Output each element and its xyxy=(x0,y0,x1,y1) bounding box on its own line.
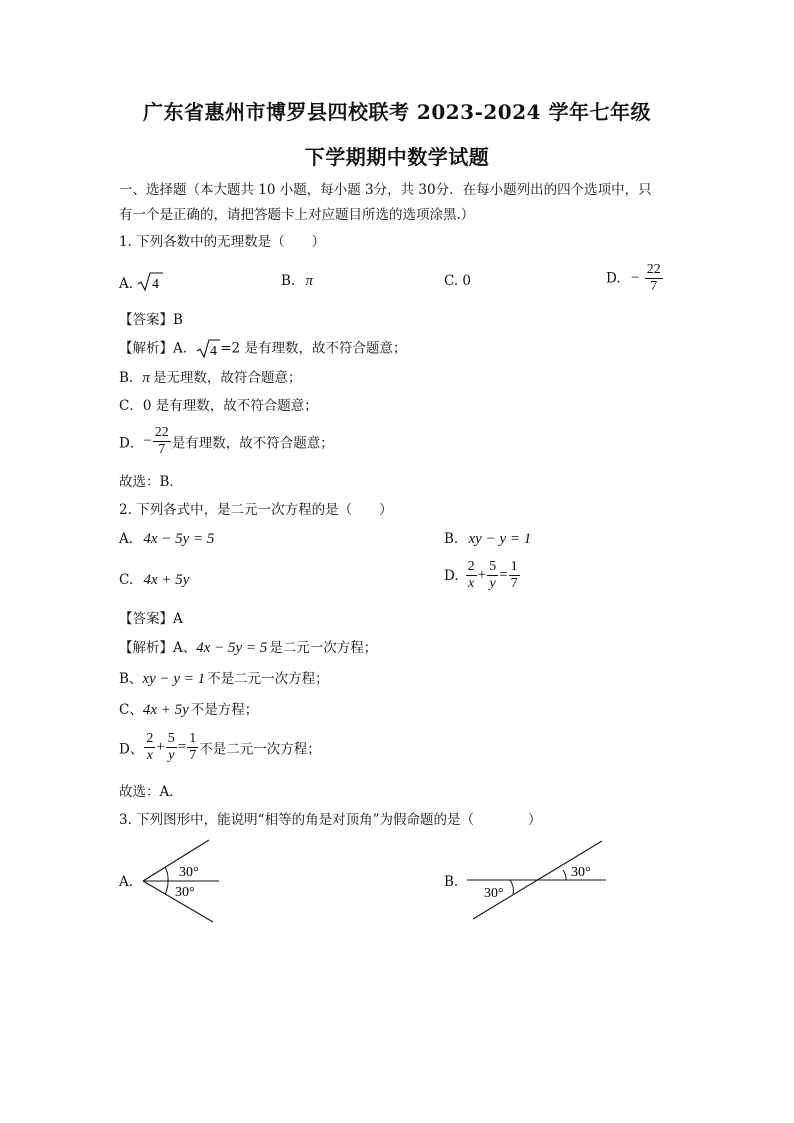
q2-explain-d-fraction-3 xyxy=(187,731,198,764)
fraction-denominator: x xyxy=(468,576,475,591)
section-header-line1: 一、选择题（本大题共 10 小题，每小题 3分，共 30分．在每小题列出的四个选项中，只 xyxy=(119,182,652,198)
q1-option-b-value: π xyxy=(305,273,314,289)
q2-option-b xyxy=(444,530,531,548)
q1-explain-a-prefix: 【解析】A． xyxy=(119,340,197,357)
q1-option-c: C. 0 xyxy=(444,273,472,289)
q2-option-a-label: A. xyxy=(119,531,134,547)
fraction-denominator: 7 xyxy=(510,576,518,591)
plus-sign: + xyxy=(477,567,487,583)
q2-option-d-fraction-1 xyxy=(466,559,477,592)
fraction-denominator: y xyxy=(489,576,496,591)
sqrt-symbol-icon xyxy=(196,339,220,359)
q1-explain-d-suffix: 是有理数，故不符合题意； xyxy=(171,435,334,452)
q2-explain-d-prefix: D、 xyxy=(119,741,144,758)
fraction-numerator: 5 xyxy=(489,559,497,574)
q3-figure-a-angle-top: 30° xyxy=(179,865,199,880)
doc-title-line1: 广东省惠州市博罗县四校联考 2023-2024 学年七年级 xyxy=(142,100,652,124)
q1-explain-b-suffix: 是无理数，故符合题意； xyxy=(152,370,302,386)
q2-option-a xyxy=(119,530,214,548)
equals-sign: = xyxy=(499,567,508,583)
q2-explain-c-suffix: 不是方程； xyxy=(190,702,259,718)
q2-explain-a-suffix: 是二元一次方程； xyxy=(269,640,378,656)
fraction-numerator: 1 xyxy=(510,559,518,574)
fraction-denominator: 7 xyxy=(189,748,197,763)
q2-stem: 2. 下列各式中，是二元一次方程的是（ ） xyxy=(119,502,393,518)
q1-explain-d-sign: − xyxy=(143,433,152,449)
q2-explain-d-suffix: 不是二元一次方程； xyxy=(199,741,321,758)
q1-option-d xyxy=(606,262,664,295)
q1-option-b xyxy=(281,272,313,290)
q3-figure-b-angle-right: 30° xyxy=(571,865,591,880)
q1-explain-c: C．0 是有理数，故不符合题意； xyxy=(119,398,318,414)
q3-option-a-label: A. xyxy=(119,874,134,890)
q3-figure-b xyxy=(460,835,610,925)
doc-title-line2: 下学期期中数学试题 xyxy=(304,145,490,169)
q2-answer: 【答案】A xyxy=(119,611,183,627)
q2-choose: 故选：A． xyxy=(119,784,183,800)
figure-ray-upper xyxy=(143,840,209,881)
q1-explain-b-prefix: B． xyxy=(119,370,143,386)
q2-explain-d-fraction-2 xyxy=(166,731,177,764)
fraction-numerator: 2 xyxy=(146,731,154,746)
fraction-numerator: 5 xyxy=(167,731,175,746)
q2-option-d-fraction-3 xyxy=(509,559,520,592)
equals-sign: = xyxy=(177,739,187,755)
angle-arc-icon xyxy=(165,867,168,881)
q3-option-b-label: B. xyxy=(444,874,459,890)
q1-option-a xyxy=(119,272,163,297)
q2-explain-b-suffix: 不是二元一次方程； xyxy=(207,671,329,687)
q2-explain-c-prefix: C、 xyxy=(119,702,143,718)
fraction-denominator: y xyxy=(168,748,175,763)
q1-option-b-label: B. xyxy=(281,273,296,289)
q2-explain-b xyxy=(119,670,329,688)
q2-option-d xyxy=(444,559,521,592)
plus-sign: + xyxy=(156,739,165,755)
q2-option-c-expr: 4x + 5y xyxy=(143,572,190,588)
q2-option-b-expr: xy − y = 1 xyxy=(468,531,532,547)
q2-explain-a-expr: 4x − 5y = 5 xyxy=(196,640,268,656)
q1-answer: 【答案】B xyxy=(119,312,183,328)
fraction-numerator: 1 xyxy=(189,731,197,746)
q2-explain-b-expr: xy − y = 1 xyxy=(142,671,206,687)
q1-explain-b xyxy=(119,369,301,387)
fraction-denominator: 7 xyxy=(158,442,166,457)
q2-explain-d-fraction-1 xyxy=(144,731,155,764)
q1-option-d-sign: − xyxy=(630,270,640,286)
q2-explain-a xyxy=(119,639,377,657)
q3-figure-a-angle-bottom: 30° xyxy=(175,885,195,900)
sqrt-symbol-icon xyxy=(137,272,163,297)
q2-option-b-label: B. xyxy=(444,531,459,547)
q1-stem: 1. 下列各数中的无理数是（ ） xyxy=(119,234,326,250)
q2-explain-c xyxy=(119,701,258,719)
q2-explain-b-prefix: B、 xyxy=(119,671,143,687)
q1-explain-a-radicand: 4 xyxy=(210,344,218,359)
q1-option-d-fraction xyxy=(645,262,663,295)
q2-option-c-label: C. xyxy=(119,572,134,588)
fraction-numerator: 2 xyxy=(467,559,475,574)
q1-explain-b-symbol: π xyxy=(142,370,150,386)
q1-option-a-radicand: 4 xyxy=(152,277,160,292)
angle-arc-icon xyxy=(563,870,566,880)
fraction-denominator: x xyxy=(146,748,153,763)
q1-explain-a xyxy=(119,339,406,359)
q2-option-d-label: D. xyxy=(444,567,459,584)
q1-choose: 故选：B． xyxy=(119,474,183,490)
fraction-numerator: 22 xyxy=(646,262,661,277)
q2-explain-a-prefix: 【解析】A、 xyxy=(119,640,197,656)
q1-explain-d-fraction xyxy=(153,425,171,458)
fraction-numerator: 22 xyxy=(154,425,169,440)
fraction-denominator: 7 xyxy=(650,279,658,294)
angle-arc-icon xyxy=(165,881,168,894)
q1-explain-d xyxy=(119,425,334,458)
q3-figure-b-angle-left: 30° xyxy=(484,886,504,901)
q1-explain-a-suffix: =2 是有理数，故不符合题意； xyxy=(220,340,407,357)
q3-stem: 3. 下列图形中，能说明“相等的角是对顶角”为假命题的是（ ） xyxy=(119,812,542,828)
q2-option-d-fraction-2 xyxy=(487,559,498,592)
q3-figure-a xyxy=(135,835,235,930)
q2-explain-d xyxy=(119,731,321,764)
q2-option-c xyxy=(119,571,189,589)
section-header-line2: 有一个是正确的，请把答题卡上对应题目所选的选项涂黑.） xyxy=(119,207,475,223)
q1-option-d-label: D. xyxy=(606,270,621,287)
q1-explain-d-prefix: D． xyxy=(119,435,144,452)
q1-option-a-label: A. xyxy=(119,276,134,292)
q2-option-a-expr: 4x − 5y = 5 xyxy=(143,531,215,547)
angle-arc-icon xyxy=(510,880,513,894)
q2-explain-c-expr: 4x + 5y xyxy=(142,702,189,718)
